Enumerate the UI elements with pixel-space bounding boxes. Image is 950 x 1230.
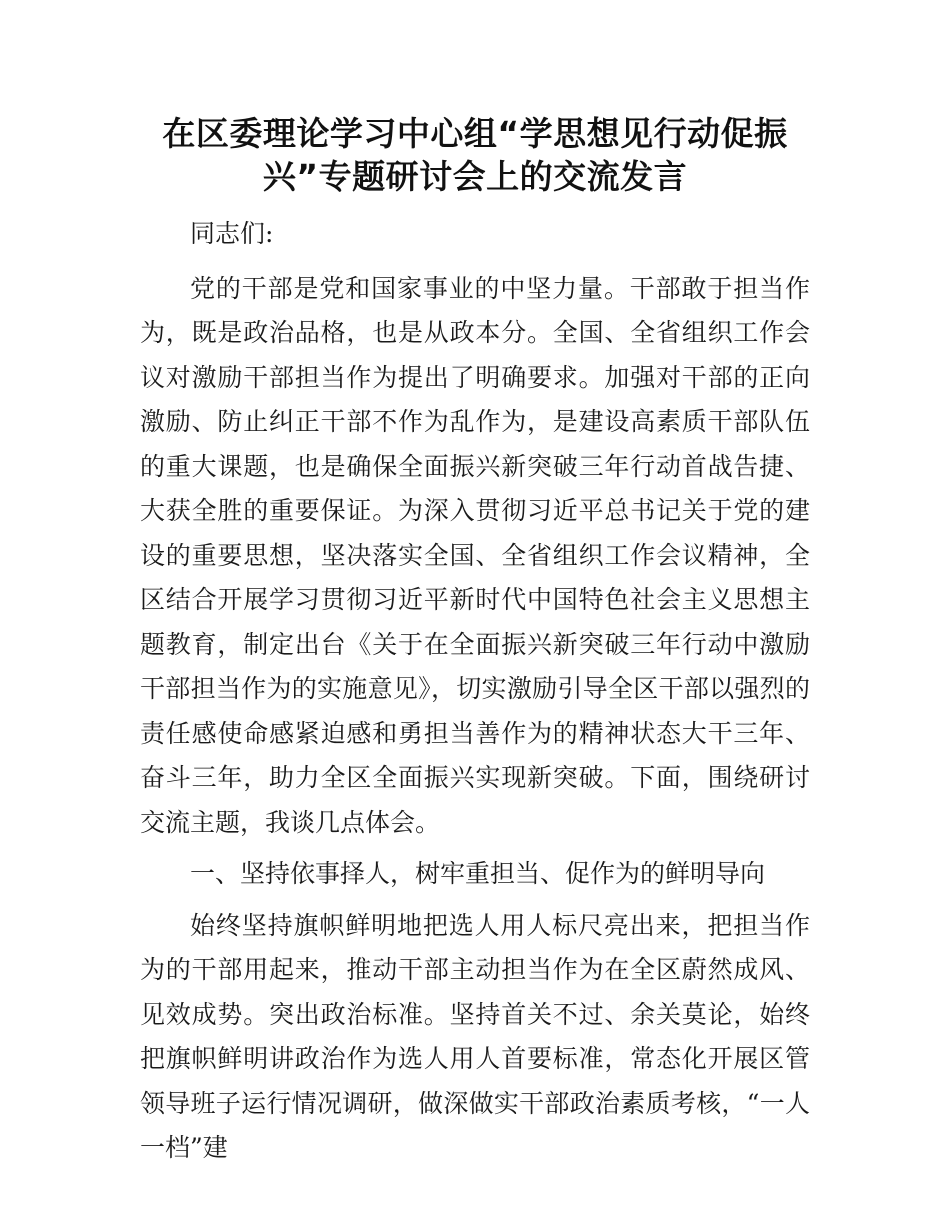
document-title <box>140 112 810 198</box>
paragraph-section-1: 始终坚持旗帜鲜明地把选人用人标尺亮出来，把担当作为的干部用起来，推动干部主动担当作为在全区蔚然成风、见效成势。突出政治标准。坚持首关不过、余关莫论，始终把旗帜鲜明讲政治作为选人用人首要标准，常态化开展区管领导班子运行情况调研，做深做实干部政治素质考核，“一人一档”建 <box>140 910 810 1162</box>
section-heading-1: 一、坚持依事择人，树牢重担当、促作为的鲜明导向 <box>190 859 766 888</box>
title-line-2: 兴”专题研讨会上的交流发言 <box>262 157 688 196</box>
title-line-1: 在区委理论学习中心组“学思想见行动促振 <box>162 114 788 153</box>
salutation: 同志们: <box>190 219 274 248</box>
paragraph-intro: 党的干部是党和国家事业的中坚力量。干部敢于担当作为，既是政治品格，也是从政本分。全国、全省组织工作会议对激励干部担当作为提出了明确要求。加强对干部的正向激励、防止纠正干部不作为乱作为，是建设高素质干部队伍的重大课题，也是确保全面振兴新突破三年行动首战告捷、大获全胜的重要保证。为深入贯彻习近平总书记关于党的建设的重要思想，坚决落实全国、全省组织工作会议精神，全区结合开展学习贯彻习近平新时代中国特色社会主义思想主题教育，制定出台《关于在全面振兴新突破三年行动中激励干部担当作为的实施意见》，切实激励引导全区干部以强烈的责任感使命感紧迫感和勇担当善作为的精神状态大干三年、奋斗三年，助力全区全面振兴实现新突破。下面，围绕研讨交流主题，我谈几点体会。 <box>140 273 810 837</box>
document-body <box>140 212 810 1171</box>
